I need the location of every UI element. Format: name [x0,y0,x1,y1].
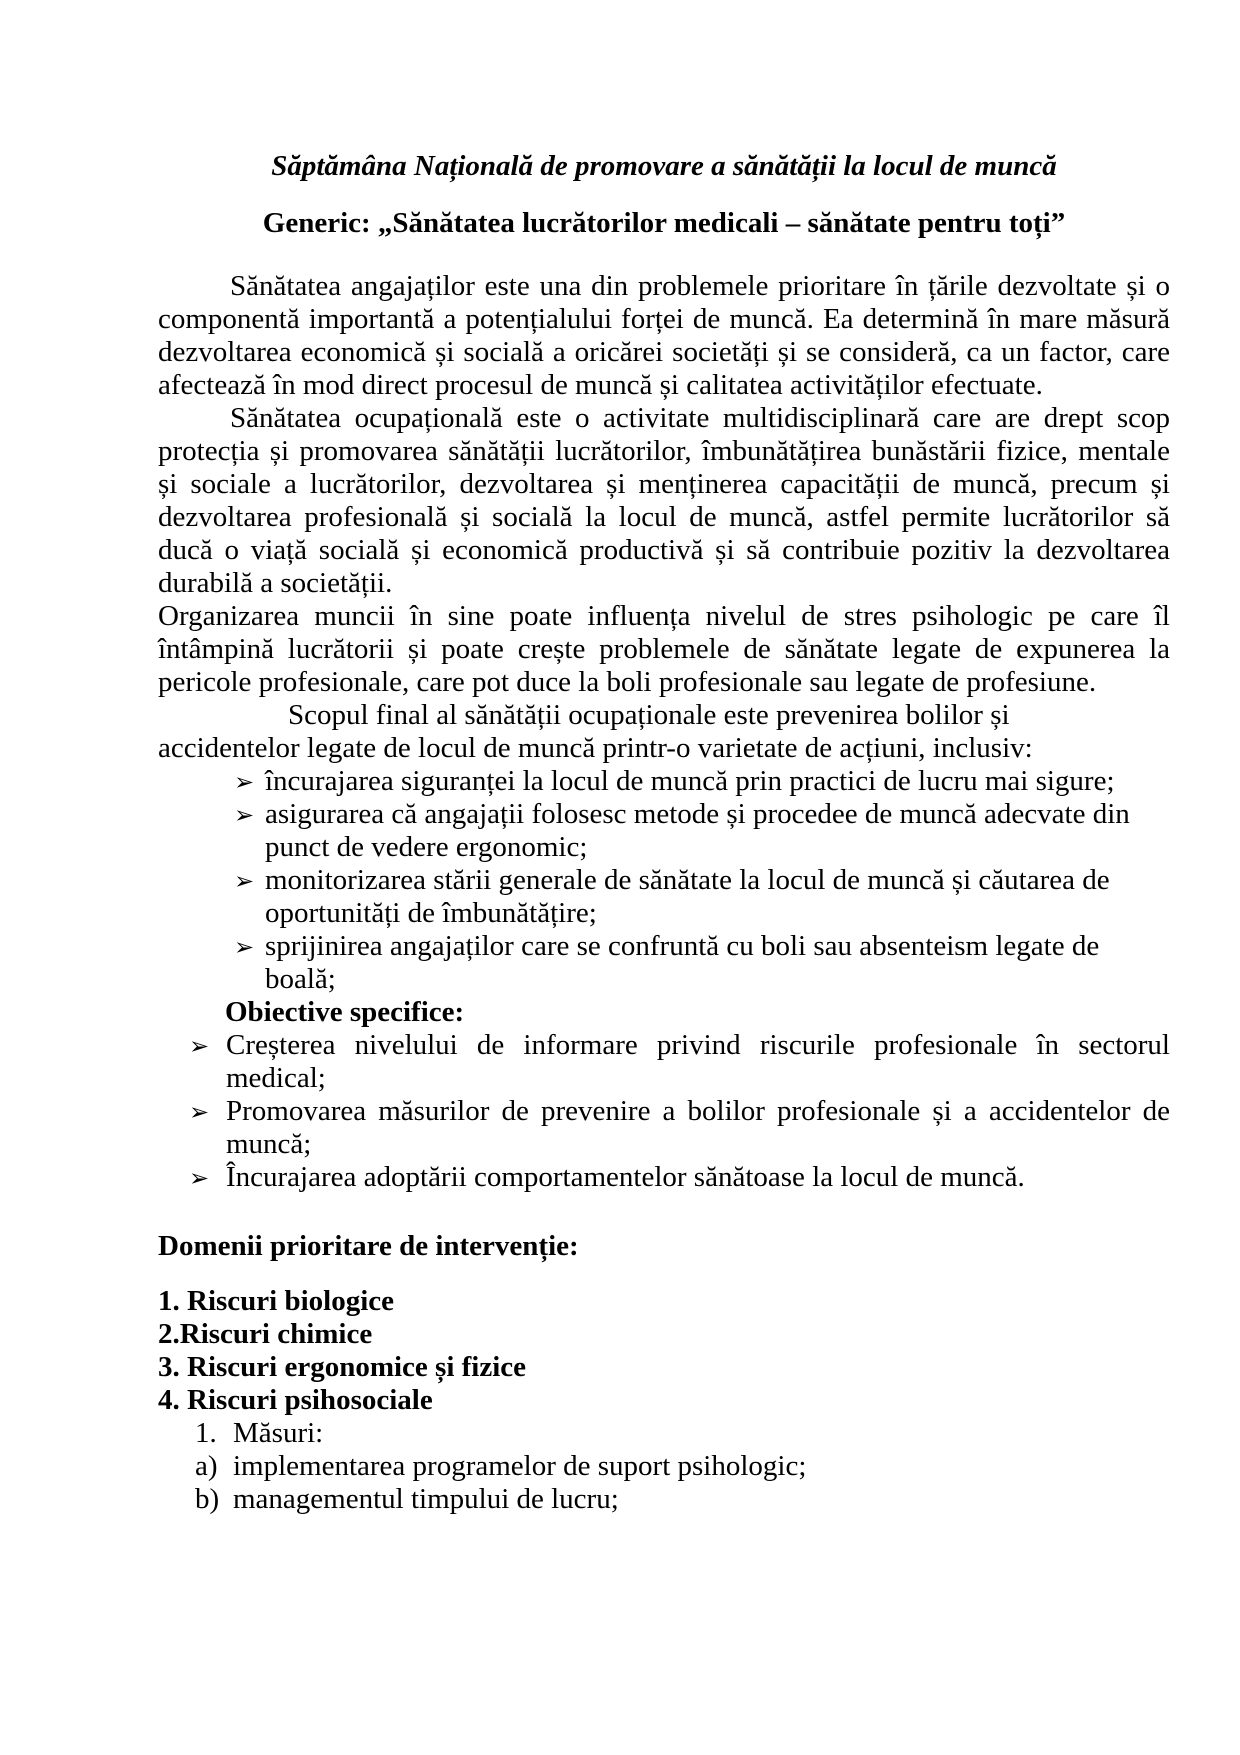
measure-item-text: managementul timpului de lucru; [233,1483,619,1515]
scope-line-1: Scopul final al sănătății ocupaționale este prevenirea bolilor și [288,699,1010,731]
measure-item-text: implementarea programelor de suport psihologic; [233,1450,807,1482]
measures-heading-text: Măsuri: [233,1417,324,1449]
list-item-text: Promovarea măsurilor de prevenire a bolilor profesionale și a accidentelor de muncă; [226,1095,1170,1160]
arrow-bullet-icon: ➢ [234,867,255,895]
list-marker: b) [195,1483,220,1515]
domain-item-psychosocial: 4. Riscuri psihosociale [158,1384,433,1416]
domains-list [158,1285,1170,1417]
scope-line-2: accidentelor legate de locul de muncă printr-o varietate de acțiuni, inclusiv: [158,732,1033,764]
domains-heading: Domenii prioritare de intervenție: [158,1230,579,1262]
list-item [158,798,1170,864]
list-item [158,1095,1170,1161]
measures-heading-row [158,1417,1170,1450]
document-title: Săptămâna Națională de promovare a sănătății la locul de muncă [271,150,1057,182]
domain-item-biological: 1. Riscuri biologice [158,1285,395,1317]
list-item-text: asigurarea că angajații folosesc metode și procedee de muncă adecvate din punct de vedere ergonomic; [265,798,1130,863]
list-item [158,1161,1170,1194]
list-item [158,864,1170,930]
action-bullet-list [158,765,1170,996]
domain-item-ergonomic-physical: 3. Riscuri ergonomice și fizice [158,1351,527,1383]
list-item [158,930,1170,996]
arrow-bullet-icon: ➢ [189,1032,210,1060]
list-item [158,1029,1170,1095]
paragraph-employee-health: Sănătatea angajaților este una din problemele prioritare în țările dezvoltate și o componentă importantă a potențialului forței de muncă. Ea determină în mare măsură dezvoltarea economică și socială a oricărei societăți și se consideră, ca un factor, care afectează în mod direct procesul de muncă și calitatea activităților efectuate. [158,270,1170,401]
measure-item-a [158,1450,1170,1483]
paragraph-final-scope [158,699,1170,765]
objectives-heading: Obiective specifice: [225,996,465,1028]
arrow-bullet-icon: ➢ [234,801,255,829]
arrow-bullet-icon: ➢ [234,768,255,796]
document-subtitle: Generic: „Sănătatea lucrătorilor medicali – sănătate pentru toți” [262,207,1066,239]
arrow-bullet-icon: ➢ [189,1164,210,1192]
list-item-text: sprijinirea angajaților care se confruntă cu boli sau absenteism legate de boală; [265,930,1100,995]
list-item-text: încurajarea siguranței la locul de muncă prin practici de lucru mai sigure; [265,765,1115,797]
paragraph-occupational-health: Sănătatea ocupațională este o activitate multidisciplinară care are drept scop protecția și promovarea sănătății lucrătorilor, îmbunătățirea bunăstării fizice, mentale și sociale a lucrătorilor, dezvoltarea și menținerea capacității de muncă, precum și dezvoltarea profesională și socială la locul de muncă, astfel permite lucrătorilor să ducă o viață socială și economică productivă și să contribuie pozitiv la dezvoltarea durabilă a societății. [158,402,1170,599]
list-marker: a) [195,1450,218,1482]
list-item-text: Creșterea nivelului de informare privind riscurile profesionale în sectorul medical; [226,1029,1170,1094]
list-item-text: Încurajarea adoptării comportamentelor sănătoase la locul de muncă. [226,1161,1025,1193]
list-item-text: monitorizarea stării generale de sănătate la locul de muncă și căutarea de oportunități de îmbunătățire; [265,864,1110,929]
list-item [158,765,1170,798]
objectives-bullet-list [158,1029,1170,1194]
arrow-bullet-icon: ➢ [189,1098,210,1126]
list-marker: 1. [195,1417,217,1449]
arrow-bullet-icon: ➢ [234,933,255,961]
measures-list [158,1417,1170,1516]
measure-item-b [158,1483,1170,1516]
paragraph-work-organization: Organizarea muncii în sine poate influența nivelul de stres psihologic pe care îl întâmpină lucrătorii și poate crește problemele de sănătate legate de expunerea la pericole profesionale, care pot duce la boli profesionale sau legate de profesiune. [158,600,1170,698]
domain-item-chemical: 2.Riscuri chimice [158,1318,373,1350]
